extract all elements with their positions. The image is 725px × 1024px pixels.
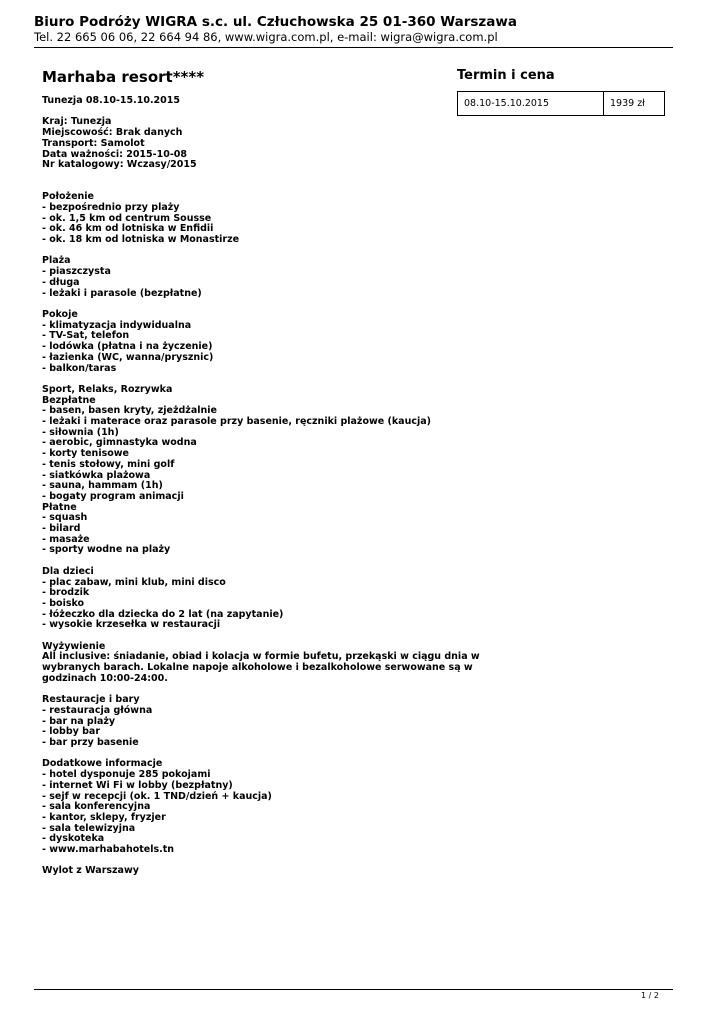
offer-line: - TV-Sat, telefon xyxy=(42,330,130,342)
offer-line: - wysokie krzesełka w restauracji xyxy=(42,619,221,631)
offer-line: Plaża xyxy=(42,255,71,267)
offer-line: - kantor, sklepy, fryzjer xyxy=(42,811,166,823)
offer-line: - tenis stołowy, mini golf xyxy=(42,458,175,470)
offer-line: All inclusive: śniadanie, obiad i kolacja w formie bufetu, przekąski w ciągu dnia w xyxy=(42,651,480,663)
offer-line xyxy=(42,246,447,257)
price-table xyxy=(457,91,665,116)
header-divider xyxy=(34,47,673,48)
offer-line: - masaże xyxy=(42,533,90,545)
offer-line: Data ważności: 2015-10-08 xyxy=(42,148,187,160)
offer-line: Restauracje i bary xyxy=(42,694,140,706)
offer-line: - internet Wi Fi w lobby (bezpłatny) xyxy=(42,779,233,791)
offer-line xyxy=(42,299,447,310)
offer-line: Tunezja 08.10-15.10.2015 xyxy=(42,95,181,106)
offer-line: - lodówka (płatna i na życzenie) xyxy=(42,341,213,353)
offer-line: - www.marhabahotels.tn xyxy=(42,844,175,856)
company-header: Biuro Podróży WIGRA s.c. ul. Człuchowska 25 01-360 Warszawa xyxy=(34,14,517,30)
offer-line: - leżaki i parasole (bezpłatne) xyxy=(42,287,202,299)
offer-line: - brodzik xyxy=(42,587,90,599)
offer-line: - piaszczysta xyxy=(42,266,111,278)
offer-line: - sporty wodne na plaży xyxy=(42,544,171,556)
offer-line: Kraj: Tunezja xyxy=(42,116,112,128)
offer-line: - leżaki i materace oraz parasole przy basenie, ręczniki plażowe (kaucja) xyxy=(42,416,431,427)
offer-line: - hotel dysponuje 285 pokojami xyxy=(42,769,211,781)
offer-line: - długa xyxy=(42,276,80,288)
offer-line: - łóżeczko dla dziecka do 2 lat (na zapytanie) xyxy=(42,608,284,620)
offer-line: - klimatyzacja indywidualna xyxy=(42,319,192,331)
page-number: 1 / 2 xyxy=(641,991,659,1000)
offer-line: Pokoje xyxy=(42,308,78,320)
offer-line: - bogaty program animacji xyxy=(42,490,184,502)
offer-line: Bezpłatne xyxy=(42,394,96,406)
offer-line xyxy=(42,556,447,567)
offer-line: wybranych barach. Lokalne napoje alkoholowe i bezalkoholowe serwowane są w xyxy=(42,662,473,674)
offer-line: - aerobic, gimnastyka wodna xyxy=(42,437,197,449)
offer-line: - sala konferencyjna xyxy=(42,801,151,813)
offer-line: - lobby bar xyxy=(42,726,101,738)
offer-line: - squash xyxy=(42,512,88,524)
offer-line: godzinach 10:00-24:00. xyxy=(42,672,168,684)
footer-divider xyxy=(34,989,673,990)
offer-line: - bezpośrednio przy plaży xyxy=(42,201,180,213)
company-contact: Tel. 22 665 06 06, 22 664 94 86, www.wigra.com.pl, e-mail: wigra@wigra.com.pl xyxy=(34,30,498,44)
offer-line: Sport, Relaks, Rozrywka xyxy=(42,383,173,395)
offer-line: - sauna, hammam (1h) xyxy=(42,480,163,492)
offer-line: - ok. 18 km od lotniska w Monastirze xyxy=(42,234,240,246)
offer-line: - basen, basen kryty, zjeżdżalnie xyxy=(42,405,217,417)
offer-line: - plac zabaw, mini klub, mini disco xyxy=(42,576,226,588)
offer-line: - balkon/taras xyxy=(42,362,117,374)
offer-line: - łazienka (WC, wanna/prysznic) xyxy=(42,351,214,363)
offer-line: - korty tenisowe xyxy=(42,448,129,460)
offer-line xyxy=(42,171,447,182)
offer-line: - sejf w recepcji (ok. 1 TND/dzień + kaucja) xyxy=(42,790,272,802)
offer-line: - ok. 46 km od lotniska w Enfidii xyxy=(42,223,214,235)
offer-description xyxy=(42,95,480,877)
offer-line: Wylot z Warszawy xyxy=(42,865,139,877)
offer-line: - bar na plaży xyxy=(42,715,116,727)
offer-line: - ok. 1,5 km od centrum Sousse xyxy=(42,212,212,224)
offer-line: Dodatkowe informacje xyxy=(42,758,163,770)
offer-line: Miejscowość: Brak danych xyxy=(42,127,183,139)
offer-line: - bilard xyxy=(42,523,81,535)
offer-line: - boisko xyxy=(42,597,85,609)
offer-line: - bar przy basenie xyxy=(42,737,139,749)
offer-line xyxy=(42,182,447,193)
offer-line: - siatkówka plażowa xyxy=(42,469,151,481)
offer-line: - dyskoteka xyxy=(42,833,105,845)
offer-line: - restauracja główna xyxy=(42,704,153,716)
offer-line: Transport: Samolot xyxy=(42,137,145,149)
price-value-cell: 1939 zł xyxy=(610,98,645,109)
offer-line: Dla dzieci xyxy=(42,565,94,577)
offer-line: Płatne xyxy=(42,501,77,513)
offer-line: Położenie xyxy=(42,191,94,203)
offer-line: Nr katalogowy: Wczasy/2015 xyxy=(42,159,197,171)
offer-line: - sala telewizyjna xyxy=(42,822,136,834)
price-date-cell: 08.10-15.10.2015 xyxy=(458,92,604,115)
pricing-title: Termin i cena xyxy=(457,68,555,83)
offer-title: Marhaba resort**** xyxy=(42,68,205,86)
offer-line: Wyżywienie xyxy=(42,640,106,652)
offer-line: - siłownia (1h) xyxy=(42,426,119,438)
